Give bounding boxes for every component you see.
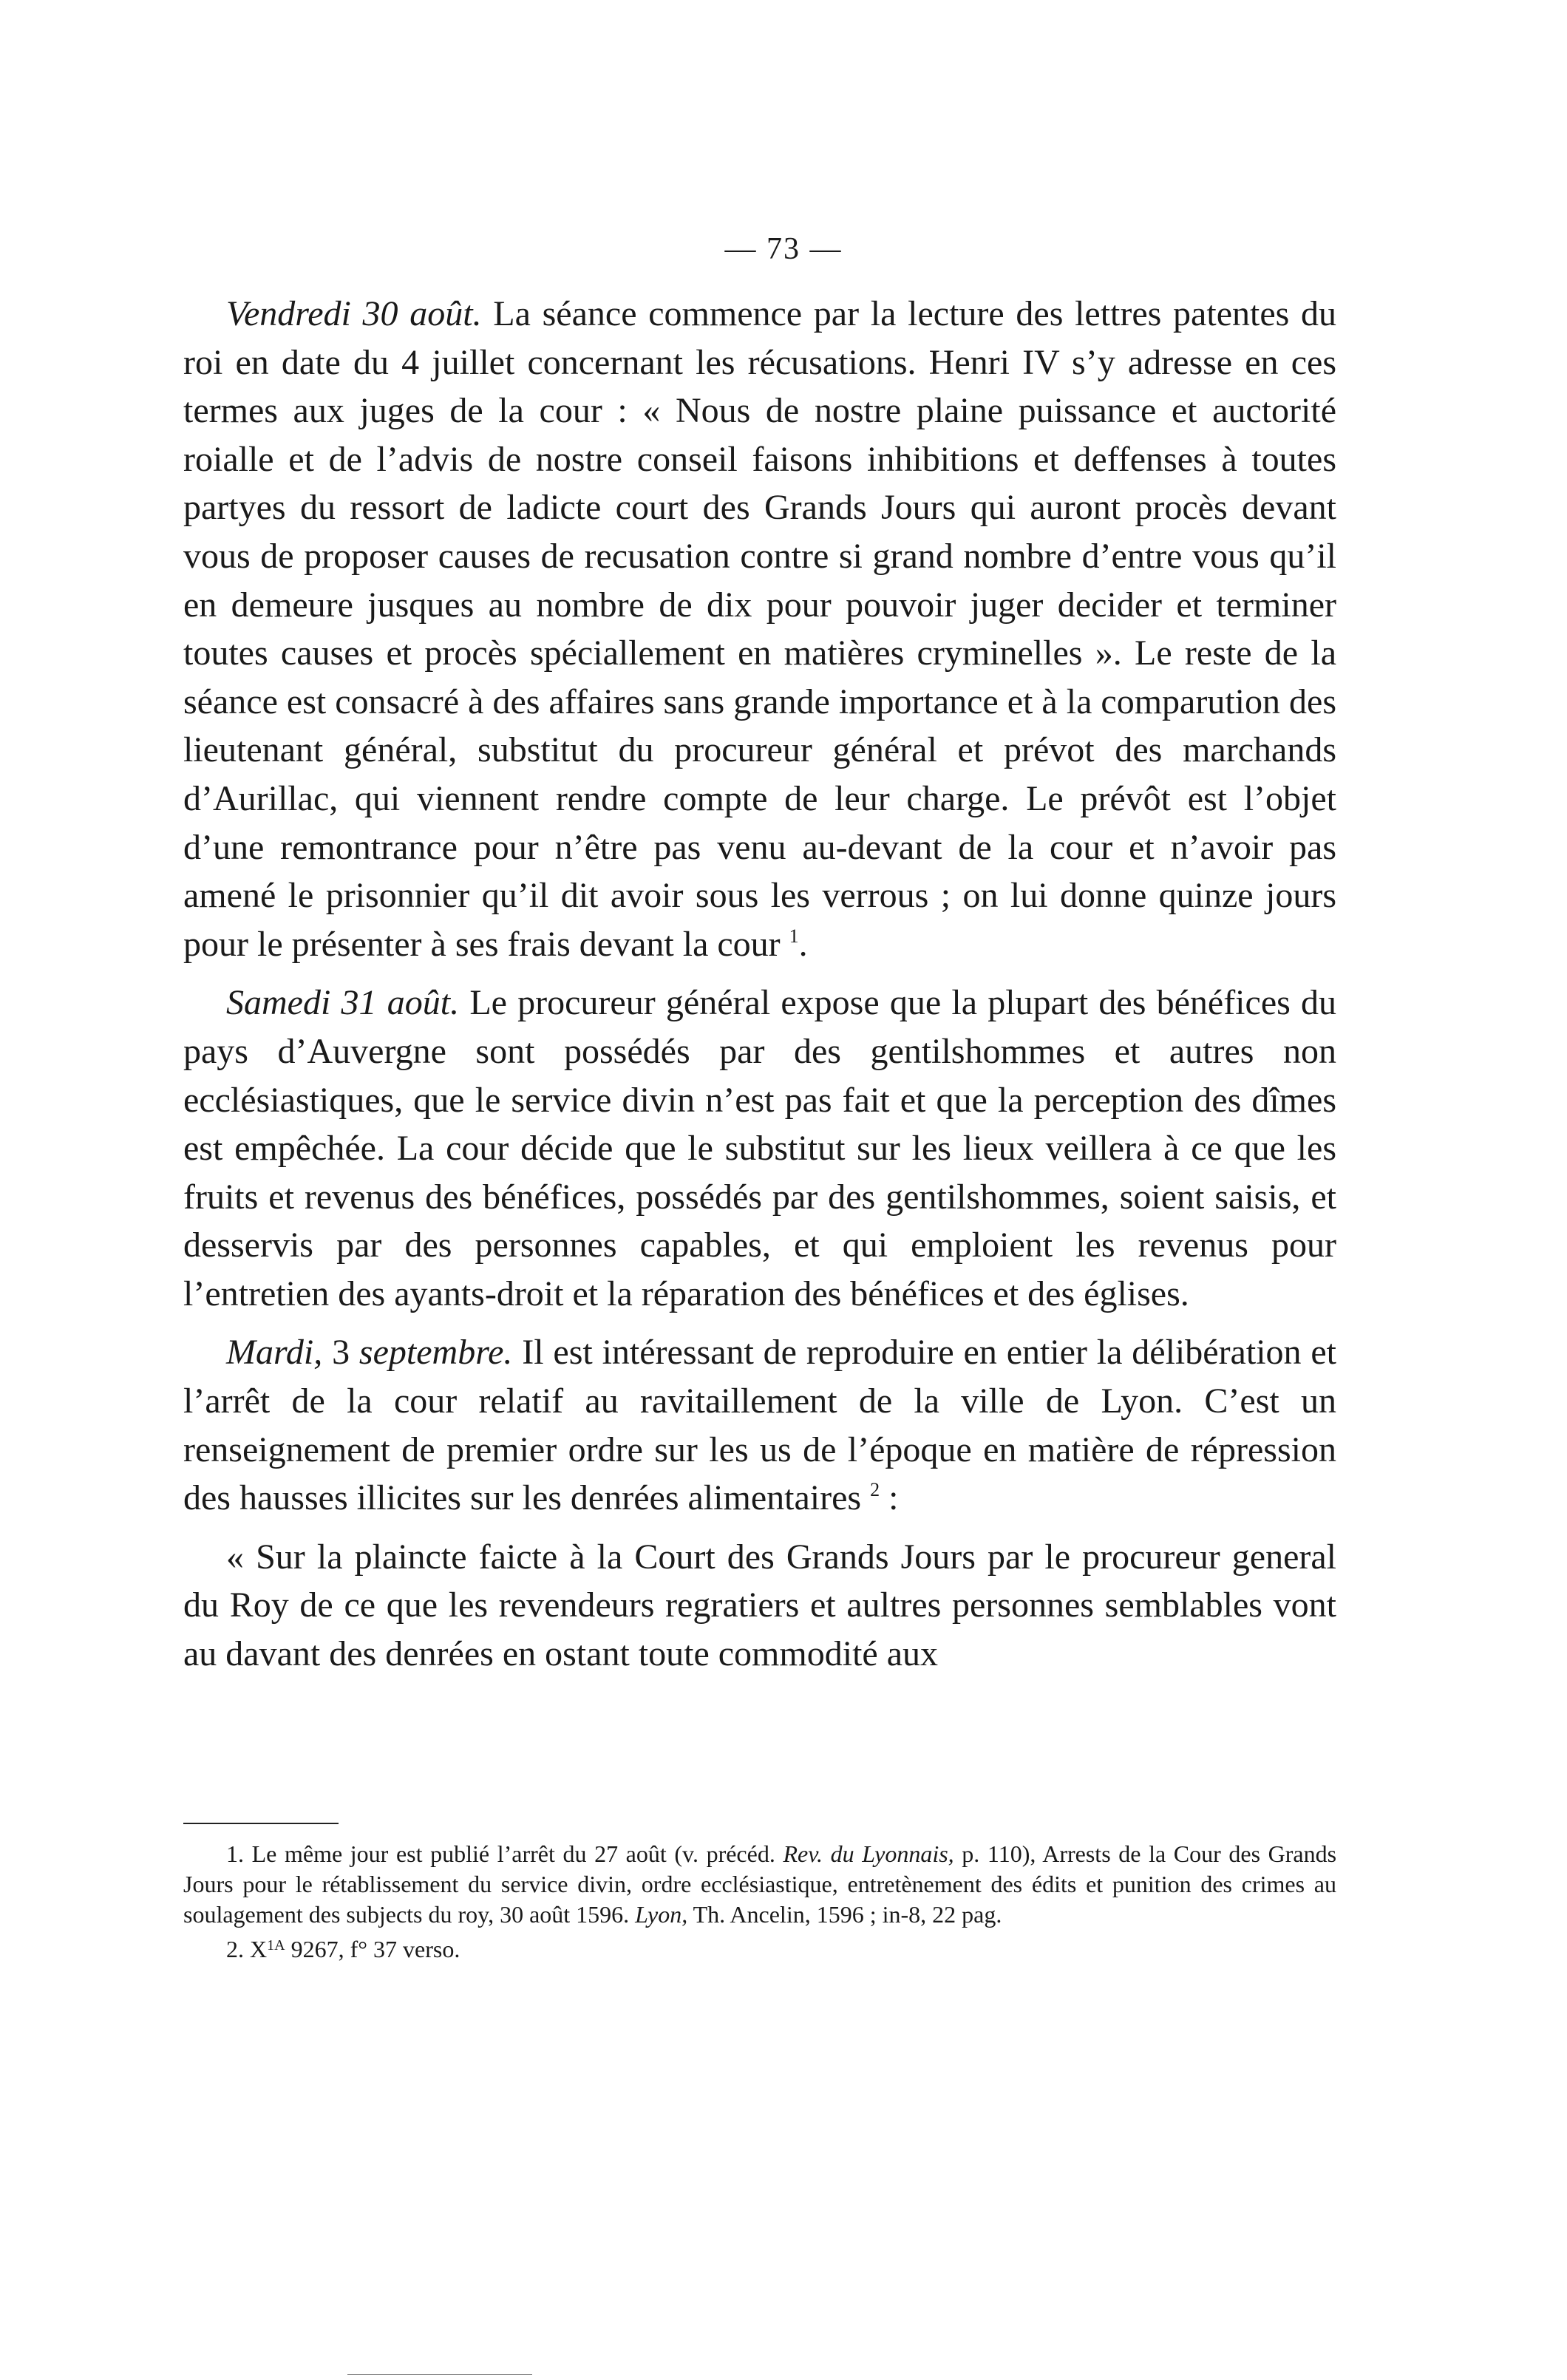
paragraph-text: « Sur la plaincte faicte à la Court des Grands Jours par le procureur general du Roy de ce que les revendeurs regratiers et aultres personnes semblables vont au davant des denrées en ostant toute commodité aux: [183, 1537, 1336, 1674]
date-month: août.: [409, 294, 482, 333]
date-number: 31: [341, 983, 377, 1023]
paragraph-end: :: [880, 1478, 899, 1518]
date-number: 30: [362, 294, 398, 333]
date-month: septembre.: [358, 1333, 513, 1373]
body-text: [183, 290, 1336, 1679]
paragraph-text: La séance commence par la lecture des lettres patentes du roi en date du 4 juillet concernant les récusations. Henri IV s’y adresse en ces termes aux juges de la cour : « Nous de nostre plaine puissance et auctorité roialle et de l’advis de nostre conseil faisons inhibitions et deffenses à toutes partyes du ressort de ladicte court des Grands Jours qui auront procès devant vous de proposer causes de recusation contre si grand nombre d’entre vous qu’il en demeure jusques au nombre de dix pour pouvoir juger decider et terminer toutes causes et procès spéciallement en matières cryminelles ». Le reste de la séance est consacré à des affaires sans grande importance et à la comparution des lieutenant général, substitut du procureur général et prévot des marchands d’Aurillac, qui viennent rendre compte de leur charge. Le prévôt est l’objet d’une remontrance pour n’être pas venu au-devant de la cour et n’avoir pas amené le prisonnier qu’il dit avoir sous les verrous ; on lui donne quinze jours pour le présenter à ses frais devant la cour: [183, 294, 1337, 964]
date-month: août.: [387, 983, 460, 1023]
paragraph-mardi: [183, 1328, 1336, 1522]
day-label: Samedi: [226, 983, 331, 1023]
footnote-text: Le même jour est publié l’arrêt du 27 août (v. précéd.: [251, 1840, 775, 1867]
footnote-1: [183, 1839, 1336, 1930]
day-label: Vendredi: [226, 294, 351, 333]
footnotes: [183, 1839, 1336, 1965]
footnote-number: 2.: [226, 1936, 244, 1962]
footnote-divider: [183, 1823, 339, 1824]
footnote-text: 9267, f° 37 verso.: [290, 1936, 460, 1962]
footnote-text: p. 110), Arrests de la Cour des Grands Jours pour le rétablissement du service divin, ordre ecclésiastique, entretènement des édits et punition des crimes au soulagement des subjects du roy, 30 août 1596.: [183, 1840, 1337, 1928]
footnote-2: [183, 1934, 1336, 1965]
footnote-citation: Rev. du Lyonnais,: [783, 1840, 954, 1867]
paragraph-vendredi: [183, 290, 1336, 968]
footnote-text: Th. Ancelin, 1596 ; in-8, 22 pag.: [693, 1901, 1002, 1928]
paragraph-quotation: [183, 1533, 1336, 1679]
page-edge-mark: [347, 2374, 532, 2375]
date-number: 3: [332, 1333, 350, 1373]
footnote-archive-sup: 1A: [267, 1937, 285, 1954]
footnote-reference: 1: [789, 925, 799, 947]
paragraph-samedi: [183, 979, 1336, 1318]
footnote-number: 1.: [226, 1840, 244, 1867]
paragraph-text: Il est intéressant de reproduire en entier la délibération et l’arrêt de la cour relatif au ravitaillement de la ville de Lyon. C’est un renseignement de premier ordre sur les us de l’époque en matière de répression des hausses illicites sur les denrées alimentaires: [183, 1333, 1337, 1518]
paragraph-text: Le procureur général expose que la plupart des bénéfices du pays d’Auvergne sont possédés par des gentilshommes et autres non ecclésiastiques, que le service divin n’est pas fait et que la perception des dîmes est empêchée. La cour décide que le substitut sur les lieux veillera à ce que les fruits et revenus des bénéfices, possédés par des gentilshommes, soient saisis, et desservis par des personnes capables, et qui emploient les revenus pour l’entretien des ayants-droit et la réparation des bénéfices et des églises.: [183, 983, 1337, 1313]
day-label: Mardi,: [226, 1333, 323, 1373]
footnote-reference: 2: [870, 1479, 880, 1501]
footnote-place: Lyon,: [635, 1901, 688, 1928]
footnote-archive-ref: X: [250, 1936, 268, 1962]
paragraph-end: .: [798, 924, 808, 964]
page-number: — 73 —: [724, 232, 843, 266]
